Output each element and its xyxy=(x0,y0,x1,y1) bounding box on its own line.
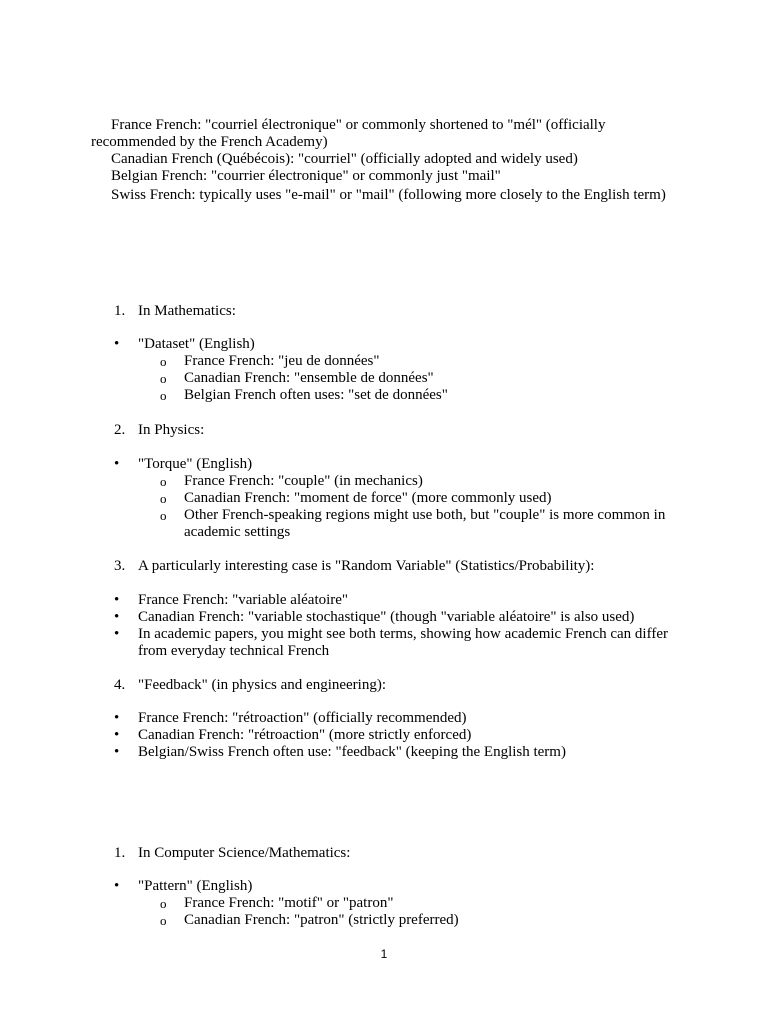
section-1-title: In Mathematics: xyxy=(138,303,236,319)
section-5-number: 1. xyxy=(114,845,126,861)
list-item xyxy=(114,878,674,929)
sub-list-item: o Canadian French: "moment de force" (more commonly used) xyxy=(138,490,674,507)
section-3-number: 3. xyxy=(114,558,126,574)
list-item: • Belgian/Swiss French often use: "feedback" (keeping the English term) xyxy=(114,744,674,761)
section-4-title: "Feedback" (in physics and engineering): xyxy=(138,677,387,693)
list-item: • France French: "rétroaction" (officially recommended) xyxy=(114,710,674,727)
section-4-number: 4. xyxy=(114,677,126,693)
section-3-list xyxy=(114,592,674,660)
sub-list xyxy=(138,895,674,929)
section-2-heading xyxy=(114,422,204,439)
section-1-number: 1. xyxy=(114,303,126,319)
sub-list-item: o Canadian French: "patron" (strictly preferred) xyxy=(138,912,674,929)
term-torque: "Torque" (English) xyxy=(138,456,253,472)
list-item: • France French: "variable aléatoire" xyxy=(114,592,674,609)
intro-france: France French: "courriel électronique" or commonly shortened to "mél" (officially recommended by the French Academy) xyxy=(91,117,606,150)
section-2-list xyxy=(114,456,674,541)
sub-list-item: o Canadian French: "ensemble de données" xyxy=(138,370,674,387)
page-number: 1 xyxy=(380,947,388,961)
section-4-list xyxy=(114,710,674,761)
term-dataset: "Dataset" (English) xyxy=(138,336,255,352)
list-item: • In academic papers, you might see both terms, showing how academic French can differ from everyday technical French xyxy=(114,626,674,660)
list-item: • Canadian French: "rétroaction" (more strictly enforced) xyxy=(114,727,674,744)
list-item xyxy=(114,456,674,541)
intro-swiss: Swiss French: typically uses "e-mail" or "mail" (following more closely to the English term) xyxy=(111,187,666,203)
section-2-title: In Physics: xyxy=(138,422,205,438)
section-1-list xyxy=(114,336,674,404)
section-5-heading xyxy=(114,845,350,862)
section-4-heading xyxy=(114,677,386,694)
sub-list-item: o France French: "motif" or "patron" xyxy=(138,895,674,912)
intro-belgium: Belgian French: "courrier électronique" or commonly just "mail" xyxy=(111,168,501,184)
section-5-list xyxy=(114,878,674,929)
section-2-number: 2. xyxy=(114,422,126,438)
sub-list-item: o France French: "couple" (in mechanics) xyxy=(138,473,674,490)
sub-list-item: o France French: "jeu de données" xyxy=(138,353,674,370)
sub-list xyxy=(138,353,674,404)
intro-canada: Canadian French (Québécois): "courriel" (officially adopted and widely used) xyxy=(111,151,578,167)
list-item: • Canadian French: "variable stochastique" (though "variable aléatoire" is also used) xyxy=(114,609,674,626)
term-pattern: "Pattern" (English) xyxy=(138,878,253,894)
section-3-heading xyxy=(114,558,594,575)
intro-block xyxy=(91,117,681,206)
sub-list-item: o Other French-speaking regions might use both, but "couple" is more common in academic settings xyxy=(138,507,674,541)
section-5-title: In Computer Science/Mathematics: xyxy=(138,845,351,861)
section-1-heading xyxy=(114,303,236,320)
sub-list-item: o Belgian French often uses: "set de données" xyxy=(138,387,674,404)
list-item xyxy=(114,336,674,404)
sub-list xyxy=(138,473,674,541)
section-3-title: A particularly interesting case is "Random Variable" (Statistics/Probability): xyxy=(138,558,595,574)
